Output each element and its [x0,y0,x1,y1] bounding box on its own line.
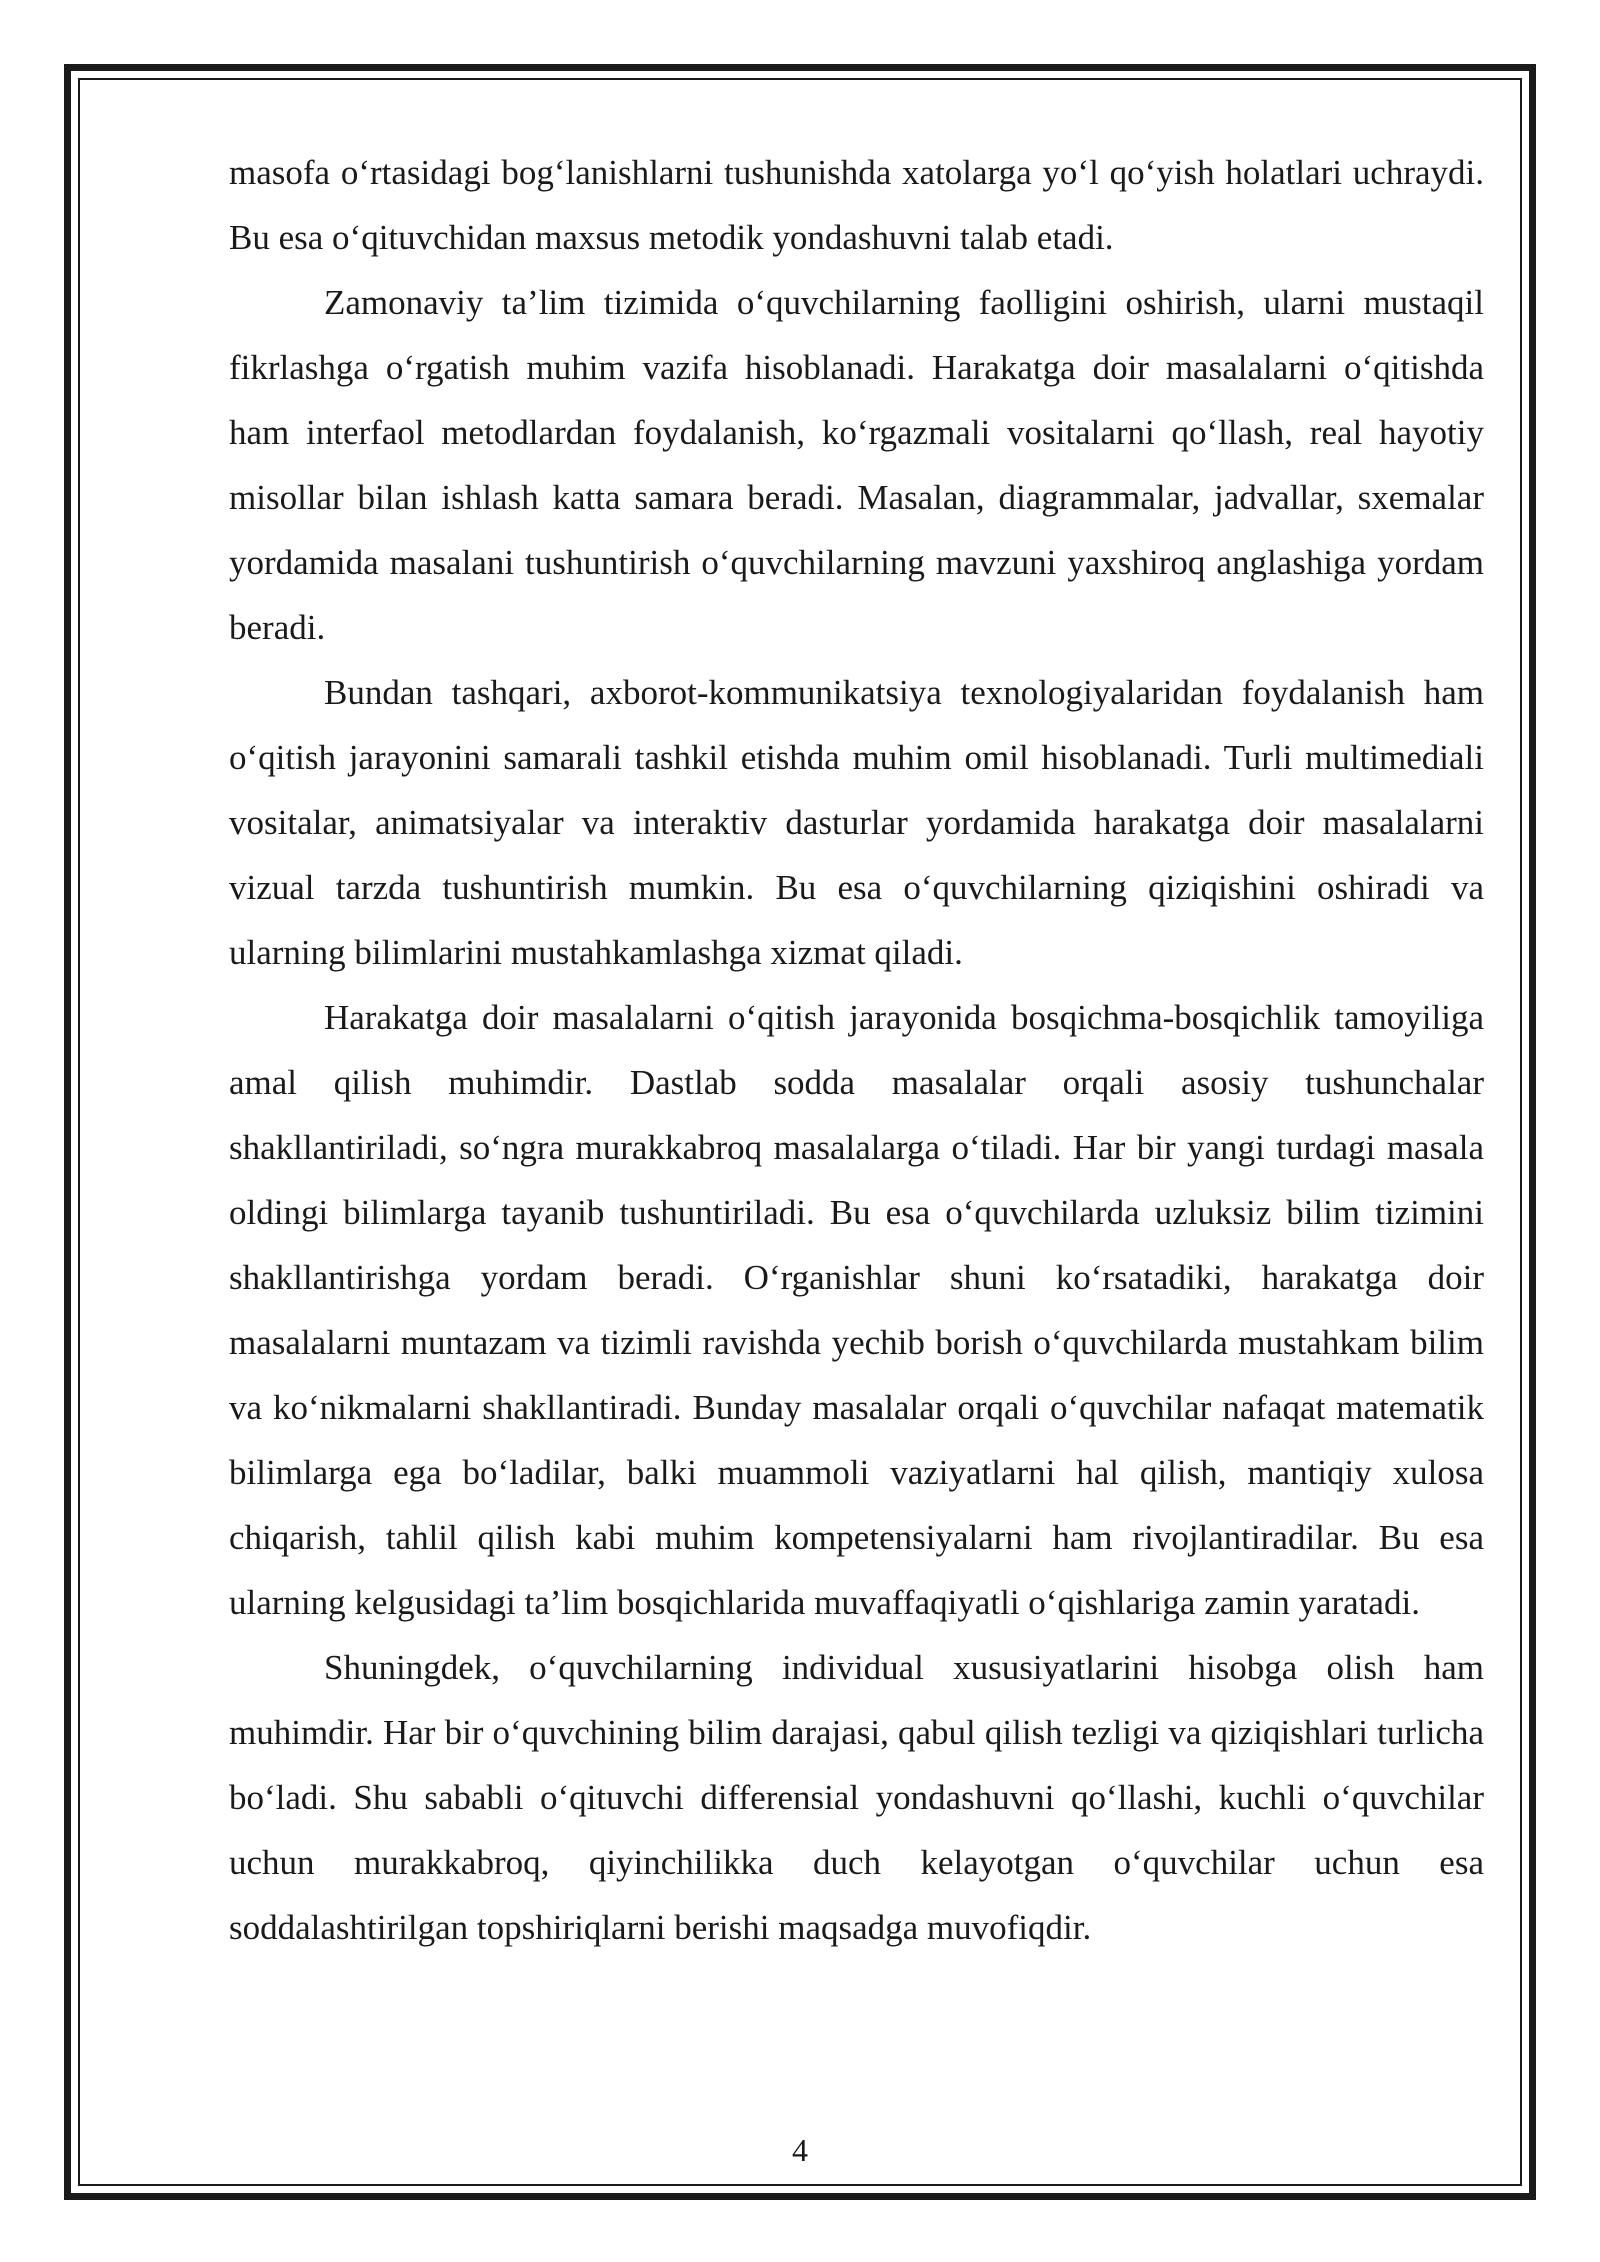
paragraph: Shuningdek, o‘quvchilarning individual xususiyatlarini hisobga olish ham muhimdir. Har bir o‘quvchining bilim darajasi, qabul qilish tezligi va qiziqishlari turlicha bo‘ladi. Shu sababli o‘qituvchi differensial yondashuvni qo‘llashi, kuchli o‘quvchilar uchun murakkabroq, qiyinchilikka duch kelayotgan o‘quvchilar uchun esa soddalashtirilgan topshiriqlarni berishi maqsadga muvofiqdir. [229,1648,1484,1947]
paragraph: Zamonaviy ta’lim tizimida o‘quvchilarning faolligini oshirish, ularni mustaqil fikrlashga o‘rgatish muhim vazifa hisoblanadi. Harakatga doir masalalarni o‘qitishda ham interfaol metodlardan foydalanish, ko‘rgazmali vositalarni qo‘llash, real hayotiy misollar bilan ishlash katta samara beradi. Masalan, diagrammalar, jadvallar, sxemalar yordamida masalani tushuntirish o‘quvchilarning mavzuni yaxshiroq anglashiga yordam beradi. [229,283,1484,647]
paragraph-continuation: masofa o‘rtasidagi bog‘lanishlarni tushunishda xatolarga yo‘l qo‘yish holatlari uchraydi. Bu esa o‘qituvchidan maxsus metodik yondashuvni talab etadi. [229,153,1484,257]
page-body [229,140,1484,1960]
page-number: 4 [792,2132,808,2168]
paragraph: Bundan tashqari, axborot-kommunikatsiya texnologiyalaridan foydalanish ham o‘qitish jarayonini samarali tashkil etishda muhim omil hisoblanadi. Turli multimediali vositalar, animatsiyalar va interaktiv dasturlar yordamida harakatga doir masalalarni vizual tarzda tushuntirish mumkin. Bu esa o‘quvchilarning qiziqishini oshiradi va ularning bilimlarini mustahkamlashga xizmat qiladi. [229,673,1484,972]
paragraph: Harakatga doir masalalarni o‘qitish jarayonida bosqichma-bosqichlik tamoyiliga amal qilish muhimdir. Dastlab sodda masalalar orqali asosiy tushunchalar shakllantiriladi, so‘ngra murakkabroq masalalarga o‘tiladi. Har bir yangi turdagi masala oldingi bilimlarga tayanib tushuntiriladi. Bu esa o‘quvchilarda uzluksiz bilim tizimini shakllantirishga yordam beradi. O‘rganishlar shuni ko‘rsatadiki, harakatga doir masalalarni muntazam va tizimli ravishda yechib borish o‘quvchilarda mustahkam bilim va ko‘nikmalarni shakllantiradi. Bunday masalalar orqali o‘quvchilar nafaqat matematik bilimlarga ega bo‘ladilar, balki muammoli vaziyatlarni hal qilish, mantiqiy xulosa chiqarish, tahlil qilish kabi muhim kompetensiyalarni ham rivojlantiradilar. Bu esa ularning kelgusidagi ta’lim bosqichlarida muvaffaqiyatli o‘qishlariga zamin yaratadi. [229,998,1484,1622]
